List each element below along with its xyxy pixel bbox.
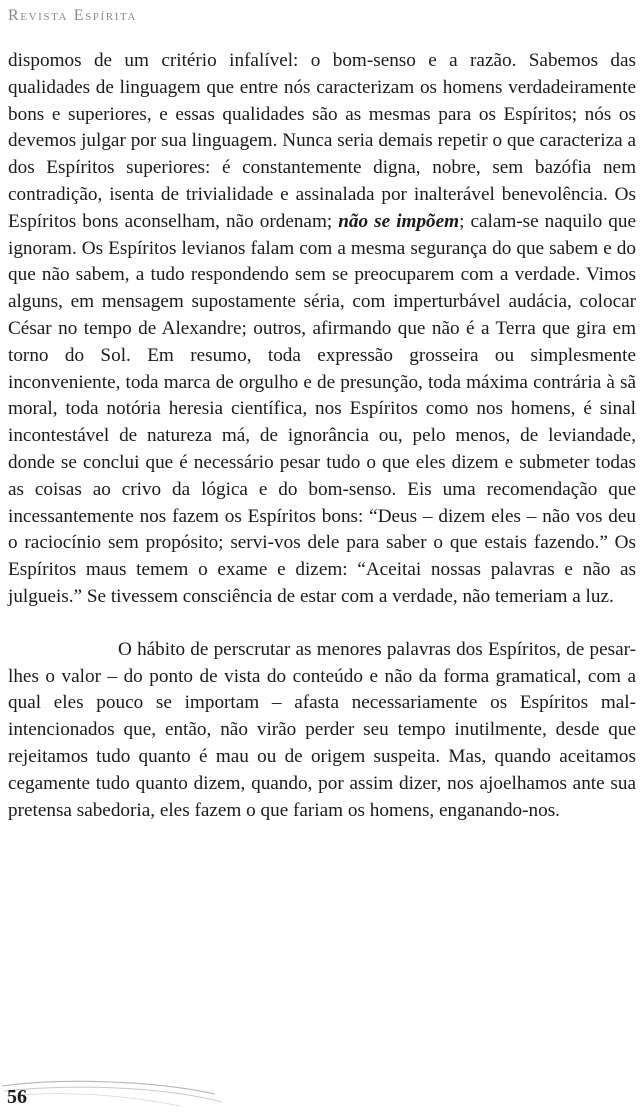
body-text: [8, 48, 636, 824]
paragraph-1-part-b: ; calam-se naquilo que ignoram. Os Espíritos levianos falam com a mesma segurança do que sabem e do que não sabem, a tudo respondendo sem se preocuparem com a verdade. Vimos alguns, em mensagem supostamente séria, com imperturbável audácia, colocar César no tempo de Alexandre; outros, afirmando que não é a Terra que gira em torno do Sol. Em resumo, toda expressão grosseira ou simplesmente inconveniente, toda marca de orgulho e de presunção, toda máxima contrária à sã moral, toda notória heresia científica, nos Espíritos como nos homens, é sinal incontestável de natureza má, de ignorância ou, pelo menos, de leviandade, donde se conclui que é necessário pesar tudo o que eles dizem e submeter todas as coisas ao crivo da lógica e do bom-senso. Eis uma recomendação que incessantemente nos fazem os Espíritos bons: “Deus – dizem eles – não vos deu o raciocínio sem propósito; servi-vos dele para saber o que estais fazendo.” Os Espíritos maus temem o exame e dizem: “Aceitai nossas palavras e não as julgueis.” Se tivessem consciência de estar com a verdade, não temeriam a luz.: [8, 210, 636, 607]
emphasis-nao-se-impoem: não se impõem: [338, 210, 460, 232]
paragraph-2: O hábito de perscrutar as menores palavras dos Espíritos, de pesar-lhes o valor – do ponto de vista do conteúdo e não da forma gramatical, com a qual eles pouco se importam – afasta necessariamente os Espíritos mal-intencionados que, então, não virão perder seu tempo inutilmente, desde que rejeitamos tudo quanto é mau ou de origem suspeita. Mas, quando aceitamos cegamente tudo quanto dizem, quando, por assim dizer, nos ajoelhamos ante sua pretensa sabedoria, eles fazem o que fariam os homens, enganando-nos.: [8, 638, 636, 821]
page-number: 56: [7, 1086, 27, 1108]
running-header: Revista Espírita: [8, 7, 137, 24]
paragraph-1: [8, 48, 636, 611]
footer-swoosh-ornament: [0, 1072, 260, 1112]
paragraph-1-part-a: dispomos de um critério infalível: o bom-senso e a razão. Sabemos das qualidades de linguagem que entre nós caracterizam os homens verdadeiramente bons e superiores, e essas qualidades são as mesmas para os Espíritos; nós os devemos julgar por sua linguagem. Nunca seria demais repetir o que caracteriza a dos Espíritos superiores: é constantemente digna, nobre, sem bazófia nem contradição, isenta de trivialidade e assinalada por inalterável benevolência. Os Espíritos bons aconselham, não ordenam;: [8, 50, 636, 232]
